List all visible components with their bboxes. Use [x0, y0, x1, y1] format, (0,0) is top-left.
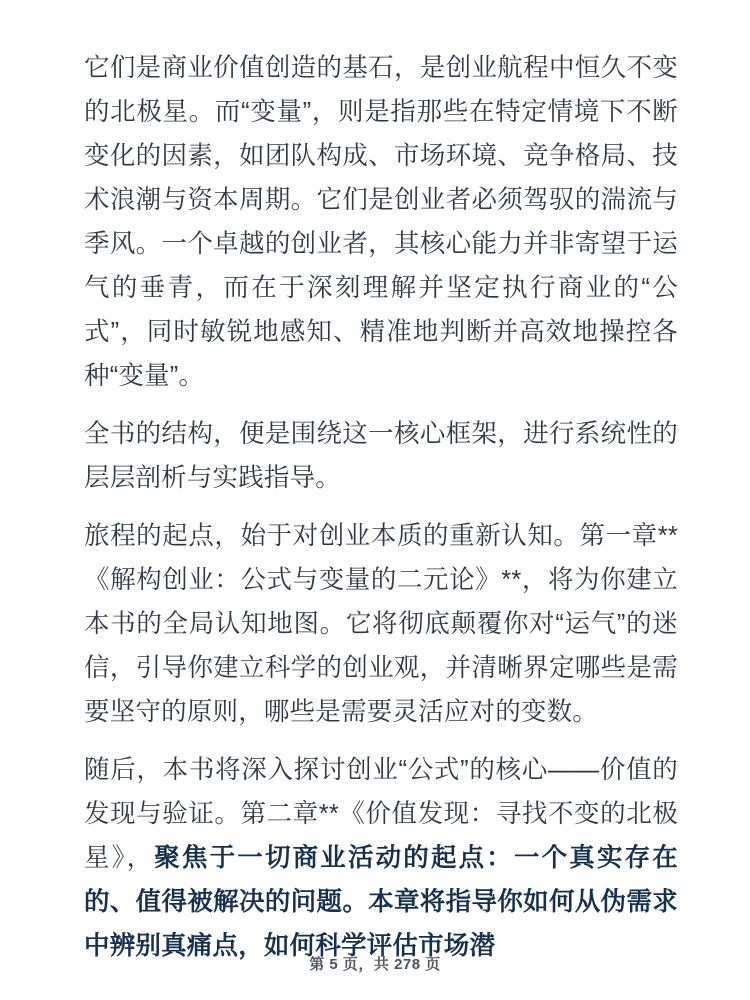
paragraph-1 — [84, 46, 678, 398]
paragraph-3 — [84, 514, 678, 734]
paragraph-2 — [84, 412, 678, 500]
paragraph-4 — [84, 748, 678, 968]
paragraph-3-text: 旅程的起点，始于对创业本质的重新认知。第一章**《解构创业：公式与变量的二元论》**，将为你建立本书的全局认知地图。它将彻底颠覆你对“运气”的迷信，引导你建立科学的创业观，并清晰界定哪些是需要坚守的原则，哪些是需要灵活应对的变数。 — [84, 522, 678, 726]
page-body — [84, 46, 678, 982]
page-footer — [0, 953, 750, 974]
paragraph-4-text-plain: 随后，本书将深入探讨创业“公式”的核心——价值的发现与验证。第二章**《价值发现：寻找不变的北极星》， — [84, 756, 678, 872]
paragraph-4-text-emphasis: 聚焦于一切商业活动的起点：一个真实存在的、值得被解决的问题。本章将指导你如何从伪需求中辨别真痛点，如何科学评估市场潜 — [84, 844, 678, 960]
page-number-label: 第 5 页，共 278 页 — [309, 956, 441, 973]
paragraph-2-text: 全书的结构，便是围绕这一核心框架，进行系统性的层层剖析与实践指导。 — [84, 420, 678, 492]
paragraph-1-text: 它们是商业价值创造的基石，是创业航程中恒久不变的北极星。而“变量”，则是指那些在特定情境下不断变化的因素，如团队构成、市场环境、竞争格局、技术浪潮与资本周期。它们是创业者必须驾驭的湍流与季风。一个卓越的创业者，其核心能力并非寄望于运气的垂青，而在于深刻理解并坚定执行商业的“公式”，同时敏锐地感知、精准地判断并高效地操控各种“变量”。 — [84, 54, 678, 390]
